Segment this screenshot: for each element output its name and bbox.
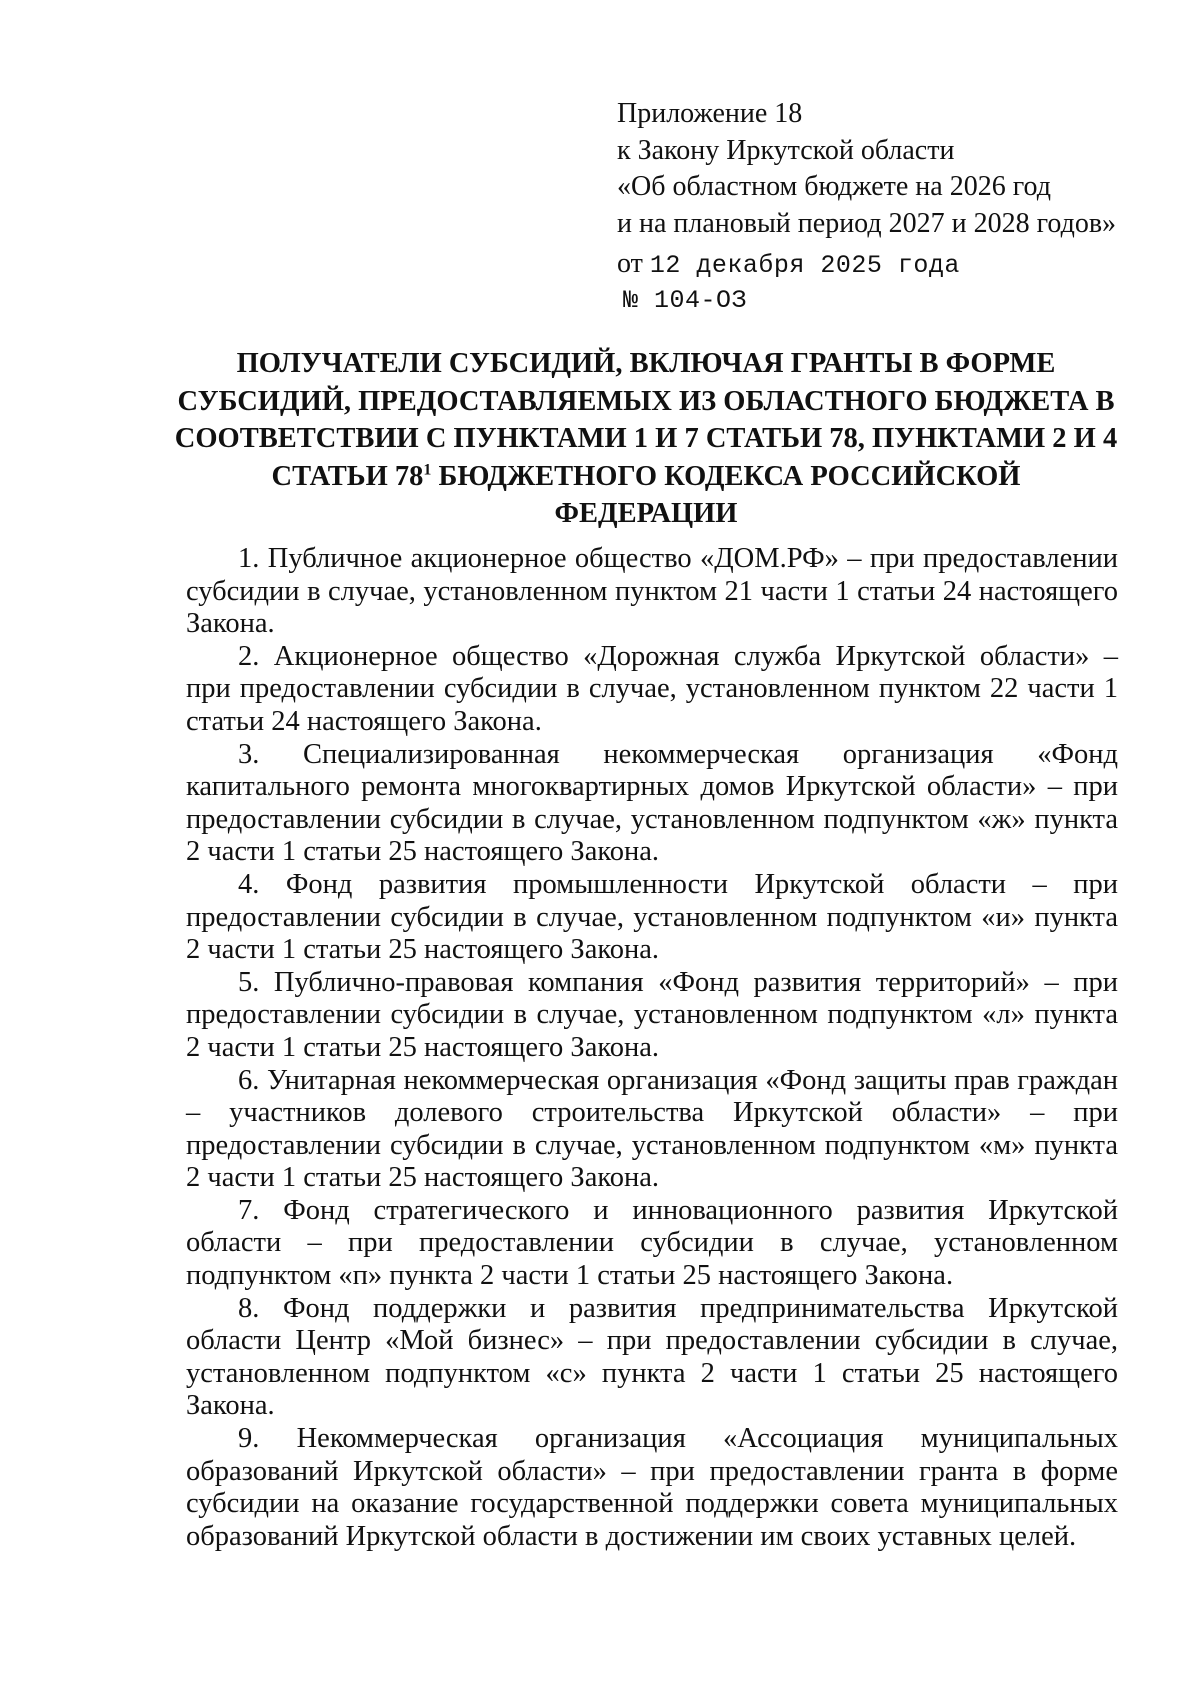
appendix-line: и на плановый период 2027 и 2028 годов»: [617, 207, 1117, 239]
appendix-line: Приложение 18: [617, 98, 803, 129]
stamp-number: № 104-ОЗ: [623, 286, 748, 315]
appendix-line: к Закону Иркутской области: [617, 134, 955, 166]
document-title: [170, 345, 1122, 533]
list-item: 1. Публичное акционерное общество «ДОМ.РФ» – при предоставлении субсидии в случае, установленном пунктом 21 части 1 статьи 24 настоящего Закона.: [186, 543, 1118, 640]
stamp-number-line: [617, 282, 1137, 317]
title-line4-after: БЮДЖЕТНОГО КОДЕКСА РОССИЙСКОЙ: [431, 460, 1021, 492]
appendix-line: «Об областном бюджете на 2026 год: [617, 171, 1051, 202]
title-line4-before: СТАТЬИ 78: [271, 460, 424, 492]
list-item: 7. Фонд стратегического и инновационного развития Иркутской области – при предоставлении субсидии в случае, установленном подпунктом «п» пункта 2 части 1 статьи 25 настоящего Закона.: [186, 1194, 1118, 1292]
list-item: 8. Фонд поддержки и развития предпринимательства Иркутской области Центр «Мой бизнес» – при предоставлении субсидии в случае, установленном подпунктом «с» пункта 2 части 1 статьи 25 настоящего Закона.: [186, 1292, 1118, 1422]
title-line: ПОЛУЧАТЕЛИ СУБСИДИЙ, ВКЛЮЧАЯ ГРАНТЫ В ФОРМЕ: [236, 348, 1056, 379]
recipients-list: [186, 543, 1118, 1553]
title-line: ФЕДЕРАЦИИ: [554, 498, 738, 529]
list-item: 3. Специализированная некоммерческая организация «Фонд капитального ремонта многоквартирных домов Иркутской области» – при предоставлении субсидии в случае, установленном подпунктом «ж» пункта 2 части 1 статьи 25 настоящего Закона.: [186, 738, 1118, 868]
stamp-date: 12 декабря 2025 года: [649, 251, 960, 280]
title-line: СУБСИДИЙ, ПРЕДОСТАВЛЯЕМЫХ ИЗ ОБЛАСТНОГО БЮДЖЕТА В: [177, 385, 1115, 417]
list-item: 9. Некоммерческая организация «Ассоциация муниципальных образований Иркутской области» – при предоставлении гранта в форме субсидии на оказание государственной поддержки совета муниципальных образований Иркутской области в достижении им своих уставных целей.: [186, 1423, 1118, 1552]
list-item: 4. Фонд развития промышленности Иркутской области – при предоставлении субсидии в случае, установленном подпунктом «и» пункта 2 части 1 статьи 25 настоящего Закона.: [186, 868, 1118, 966]
list-item: 2. Акционерное общество «Дорожная служба Иркутской области» – при предоставлении субсидии в случае, установленном пунктом 22 части 1 статьи 24 настоящего Закона.: [186, 640, 1118, 737]
title-line: СООТВЕТСТВИИ С ПУНКТАМИ 1 И 7 СТАТЬИ 78, ПУНКТАМИ 2 И 4: [174, 423, 1118, 454]
title-line: [170, 458, 1122, 496]
stamp-from-prefix: от: [617, 248, 643, 279]
appendix-header: [617, 96, 1177, 242]
stamp-date-line: [617, 247, 1137, 282]
law-date-stamp: [617, 247, 1137, 317]
list-item: 5. Публично-правовая компания «Фонд развития территорий» – при предоставлении субсидии в случае, установленном подпунктом «л» пункта 2 части 1 статьи 25 настоящего Закона.: [186, 966, 1118, 1063]
title-superscript: 1: [423, 461, 432, 478]
list-item: 6. Унитарная некоммерческая организация «Фонд защиты прав граждан – участников долевого строительства Иркутской области» – при предоставлении субсидии в случае, установленном подпунктом «м» пункта 2 части 1 статьи 25 настоящего Закона.: [186, 1064, 1118, 1194]
